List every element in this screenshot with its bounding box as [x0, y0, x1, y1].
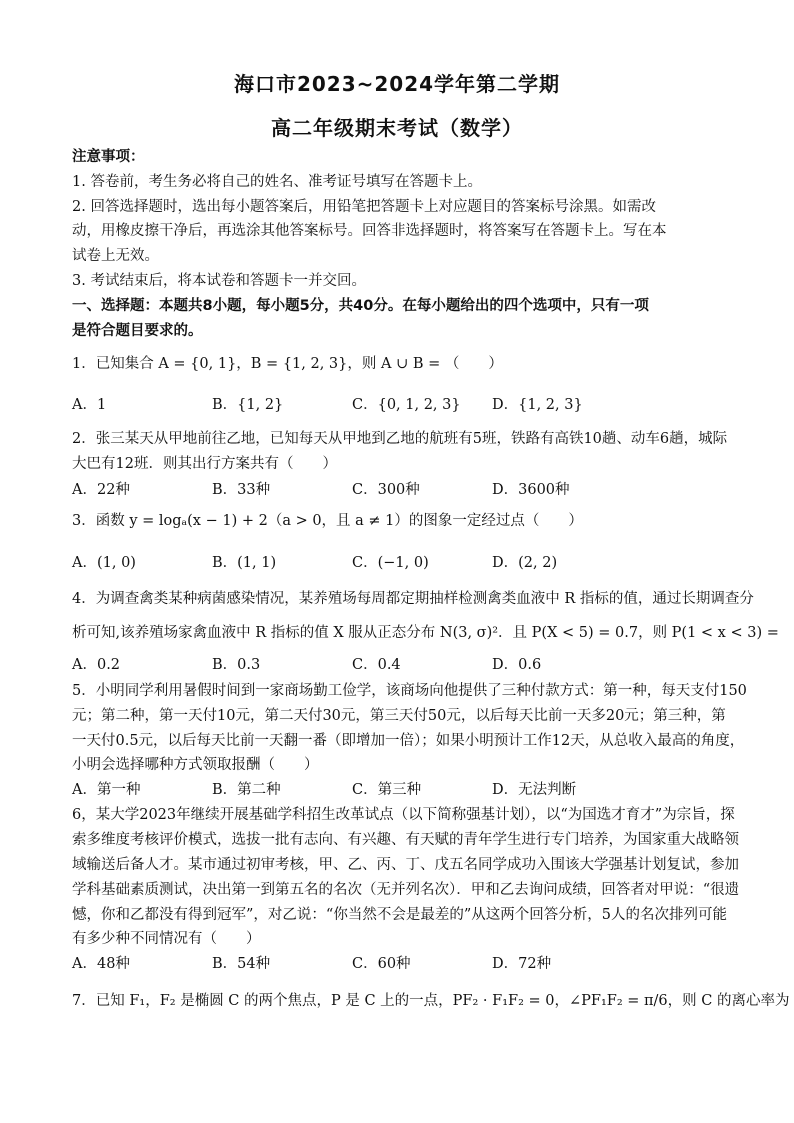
question-6-stem: 域输送后备人才。某市通过初审考核，甲、乙、丙、丁、戊五名同学成功入围该大学强基计划复试，参加	[72, 857, 739, 873]
option-b: B．0.3	[212, 657, 261, 673]
option-d: D．3600种	[492, 482, 570, 498]
question-6-stem: 学科基础素质测试，决出第一到第五名的名次（无并列名次）．甲和乙去询问成绩，回答者对甲说：“很遗	[72, 882, 740, 898]
question-5-stem: 小明会选择哪种方式领取报酬（ ）	[72, 757, 319, 773]
option-d: D．(2, 2)	[492, 555, 558, 571]
question-6-stem: 憾，你和乙都没有得到冠军”，对乙说：“你当然不会是最差的”从这两个回答分析，5人的名次排列可能	[72, 907, 727, 923]
question-6-stem: 索多维度考核评价模式，选拔一批有志向、有兴趣、有天赋的青年学生进行专门培养，为国家重大战略领	[72, 832, 739, 848]
question-4-stem: 析可知,该养殖场家禽血液中 R 指标的值 X 服从正态分布 N(3, σ)²．且 P(X < 5) = 0.7，则 P(1 < x < 3) =	[72, 625, 779, 641]
exam-title-line2: 高二年级期末考试（数学）	[271, 116, 523, 140]
question-4-stem: 4．为调查禽类某种病菌感染情况，某养殖场每周都定期抽样检测禽类血液中 R 指标的值，通过长期调查分	[72, 591, 754, 607]
option-d: D．0.6	[492, 657, 542, 673]
notice-line: 动，用橡皮擦干净后，再选涂其他答案标号。回答非选择题时，将答案写在答题卡上。写在本	[72, 223, 667, 239]
section-heading: 是符合题目要求的。	[72, 323, 203, 339]
option-c: C．{0, 1, 2, 3}	[352, 397, 461, 413]
option-c: C．0.4	[352, 657, 401, 673]
notice-heading: 注意事项：	[72, 149, 145, 165]
section-heading: 一、选择题：本题共8小题，每小题5分，共40分。在每小题给出的四个选项中，只有一项	[72, 298, 649, 314]
option-a: A．1	[72, 397, 107, 413]
question-2-options	[72, 481, 727, 501]
exam-title-line1: 海口市2023~2024学年第二学期	[233, 72, 561, 96]
question-6-stem: 6，某大学2023年继续开展基础学科招生改革试点（以下简称强基计划），以“为国选才育才”为宗旨，探	[72, 807, 735, 823]
option-d: D．{1, 2, 3}	[492, 397, 583, 413]
option-b: B．54种	[212, 956, 271, 972]
option-d: D．无法判断	[492, 782, 577, 798]
option-b: B．第二种	[212, 782, 281, 798]
option-a: A．(1, 0)	[72, 555, 136, 571]
question-6-options	[72, 955, 727, 975]
question-7-stem: 7．已知 F₁，F₂ 是椭圆 C 的两个焦点，P 是 C 上的一点，PF₂ · F₁F₂ = 0，∠PF₁F₂ = π/6，则 C 的离心率为	[72, 993, 790, 1009]
question-1-options	[72, 396, 727, 416]
question-5-options	[72, 781, 727, 801]
option-a: A．48种	[72, 956, 130, 972]
option-c: C．300种	[352, 482, 420, 498]
notice-line: 2. 回答选择题时，选出每小题答案后，用铅笔把答题卡上对应题目的答案标号涂黑。如需改	[72, 199, 656, 215]
option-c: C．60种	[352, 956, 411, 972]
question-2-stem: 大巴有12班．则其出行方案共有（ ）	[72, 456, 337, 472]
notice-line: 试卷上无效。	[72, 248, 159, 264]
question-1-stem: 1．已知集合 A = {0, 1}，B = {1, 2, 3}，则 A ∪ B = （ ）	[72, 356, 503, 372]
option-b: B．33种	[212, 482, 271, 498]
option-c: C．第三种	[352, 782, 422, 798]
option-b: B．(1, 1)	[212, 555, 277, 571]
question-6-stem: 有多少种不同情况有（ ）	[72, 931, 261, 947]
option-a: A．第一种	[72, 782, 141, 798]
question-5-stem: 5．小明同学利用暑假时间到一家商场勤工俭学，该商场向他提供了三种付款方式：第一种，每天支付150	[72, 683, 747, 699]
question-3-options	[72, 554, 727, 574]
option-a: A．22种	[72, 482, 130, 498]
question-2-stem: 2．张三某天从甲地前往乙地，已知每天从甲地到乙地的航班有5班，铁路有高铁10趟、动车6趟，城际	[72, 431, 728, 447]
option-a: A．0.2	[72, 657, 121, 673]
question-3-stem: 3．函数 y = logₐ(x − 1) + 2（a > 0，且 a ≠ 1）的图象一定经过点（ ）	[72, 513, 583, 529]
notice-line: 3. 考试结束后，将本试卷和答题卡一并交回。	[72, 273, 366, 289]
question-5-stem: 元；第二种，第一天付10元，第二天付30元，第三天付50元，以后每天比前一天多20元；第三种，第	[72, 708, 726, 724]
question-4-options	[72, 656, 727, 676]
option-c: C．(−1, 0)	[352, 555, 429, 571]
option-b: B．{1, 2}	[212, 397, 284, 413]
notice-line: 1. 答卷前，考生务必将自己的姓名、准考证号填写在答题卡上。	[72, 174, 482, 190]
question-5-stem: 一天付0.5元，以后每天比前一天翻一番（即增加一倍）；如果小明预计工作12天，从总收入最高的角度，	[72, 733, 745, 749]
option-d: D．72种	[492, 956, 552, 972]
